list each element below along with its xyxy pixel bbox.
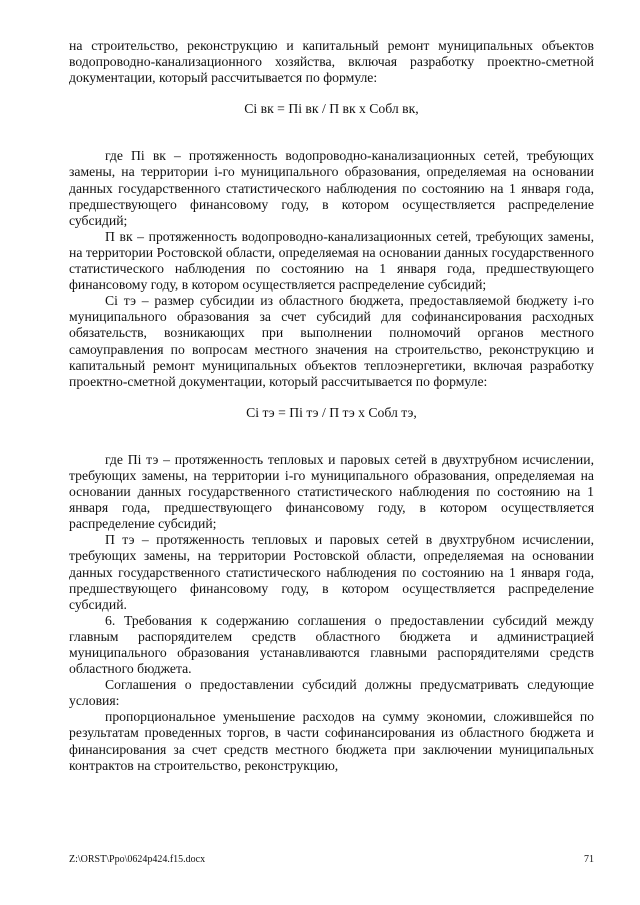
- page-number: 71: [584, 854, 594, 865]
- file-path: Z:\ORST\Ppo\0624p424.f15.docx: [69, 854, 206, 865]
- spacer: [69, 117, 594, 148]
- paragraph: пропорциональное уменьшение расходов на сумму экономии, сложившейся по результатам проведенных торгов, в части софинансирования из областного бюджета и финансирования за счет средств местного бюджета при заключении муниципальных контрактов на строительство, реконструкцию,: [69, 709, 594, 773]
- paragraph: П тэ – протяженность тепловых и паровых сетей в двухтрубном исчислении, требующих замены, на территории Ростовской области, определяемая на основании данных государственного статистического наблюдения по состоянию на 1 января года, предшествующего финансовому году, в котором осуществляется распределение субсидий.: [69, 532, 594, 612]
- paragraph: Ci тэ – размер субсидии из областного бюджета, предоставляемой бюджету i-го муниципального образования за счет субсидий для софинансирования расходных обязательств, возникающих при выполнении полномочий органов местного самоуправления по вопросам местного значения на строительство, реконструкцию и капитальный ремонт муниципальных объектов теплоэнергетики, включая разработку проектно-сметной документации, который рассчитывается по формуле:: [69, 293, 594, 389]
- paragraph: где Пi тэ – протяженность тепловых и паровых сетей в двухтрубном исчислении, требующих замены, на территории i-го муниципального образования, определяемая на основании данных государственного статистического наблюдения по состоянию на 1 января года, предшествующего финансовому году, в котором осуществляется распределение субсидий;: [69, 451, 594, 532]
- paragraph: где Пi вк – протяженность водопроводно-канализационных сетей, требующих замены, на территории i-го муниципального образования, определяемая на основании данных государственного статистического наблюдения по состоянию на 1 января года, предшествующего финансовому году, в котором осуществляется распределение субсидий;: [69, 148, 594, 228]
- paragraph: П вк – протяженность водопроводно-канализационных сетей, требующих замены, на территории Ростовской области, определяемая на основании данных государственного статистического наблюдения по состоянию на 1 января года, предшествующего финансовому году, в котором осуществляется распределение субсидий;: [69, 228, 594, 293]
- spacer: [69, 421, 594, 452]
- paragraph: на строительство, реконструкцию и капитальный ремонт муниципальных объектов водопроводно-канализационного хозяйства, включая разработку проектно-сметной документации, который рассчитывается по формуле:: [69, 38, 594, 86]
- formula: Ci тэ = Пi тэ / П тэ x Cобл тэ,: [246, 404, 417, 420]
- document-body: [69, 38, 594, 774]
- paragraph: Соглашения о предоставлении субсидий должны предусматривать следующие условия:: [69, 677, 594, 709]
- spacer: [69, 390, 594, 405]
- spacer: [69, 86, 594, 101]
- formula: Ci вк = Пi вк / П вк x Cобл вк,: [244, 101, 419, 117]
- paragraph: 6. Требования к содержанию соглашения о предоставлении субсидий между главным распорядителем средств областного бюджета и администрацией муниципального образования устанавливаются главными распорядителями средств областного бюджета.: [69, 612, 594, 677]
- page-footer: [69, 854, 594, 866]
